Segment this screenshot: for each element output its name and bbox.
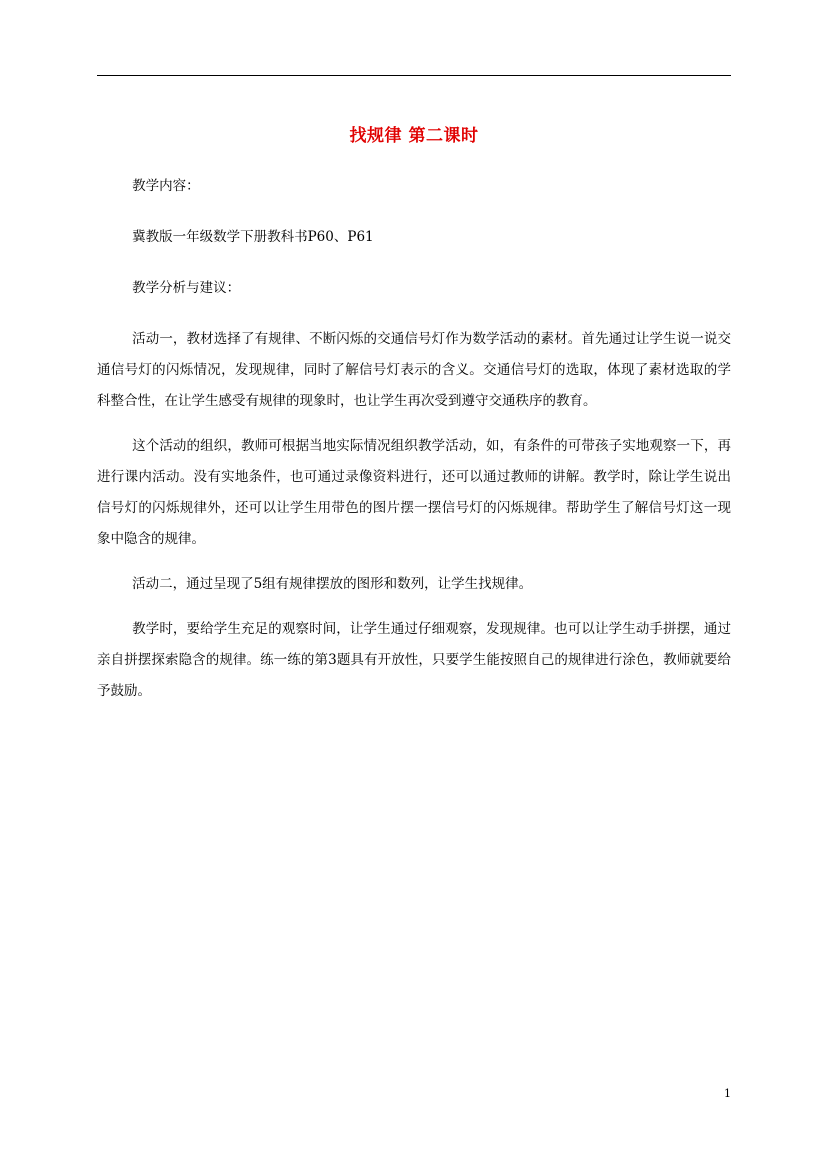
textbook-reference: 冀教版一年级数学下册教科书P60、P61 xyxy=(132,229,374,245)
section-label-analysis: 教学分析与建议： xyxy=(132,280,241,296)
header-rule xyxy=(97,75,731,76)
paragraph-activity-two: 活动二，通过呈现了5组有规律摆放的图形和数列，让学生找规律。 xyxy=(132,576,533,592)
document-title: 找规律 第二课时 xyxy=(349,126,479,146)
section-label-content: 教学内容： xyxy=(132,178,200,194)
page-number: 1 xyxy=(724,1087,731,1100)
document-body xyxy=(97,171,731,721)
paragraph-activity-one: 活动一，教材选择了有规律、不断闪烁的交通信号灯作为数学活动的素材。首先通过让学生说一说交通信号灯的闪烁情况，发现规律，同时了解信号灯表示的含义。交通信号灯的选取，体现了素材选取的学科整合性，在让学生感受有规律的现象时，也让学生再次受到遵守交通秩序的教育。 xyxy=(97,331,731,409)
paragraph-teaching-tips: 教学时，要给学生充足的观察时间，让学生通过仔细观察，发现规律。也可以让学生动手拼摆，通过亲自拼摆探索隐含的规律。练一练的第3题具有开放性，只要学生能按照自己的规律进行涂色，教师就要给予鼓励。 xyxy=(97,621,731,699)
paragraph-organization: 这个活动的组织，教师可根据当地实际情况组织教学活动，如，有条件的可带孩子实地观察一下，再进行课内活动。没有实地条件，也可通过录像资料进行，还可以通过教师的讲解。教学时，除让学生说出信号灯的闪烁规律外，还可以让学生用带色的图片摆一摆信号灯的闪烁规律。帮助学生了解信号灯这一现象中隐含的规律。 xyxy=(97,438,731,547)
